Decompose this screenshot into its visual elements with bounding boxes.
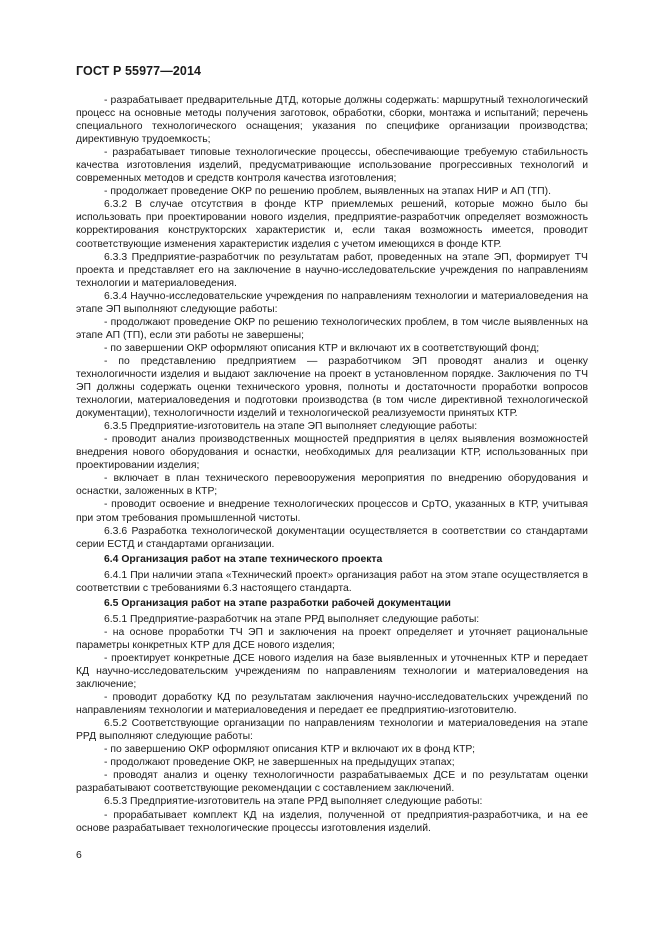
section-heading: 6.5 Организация работ на этапе разработки рабочей документации [104,597,451,609]
paragraph: - проводят анализ и оценку технологичности разрабатываемых ДСЕ и по результатам оценки разрабатывают соответствующие рекомендации с составлением заключений. [76,770,588,795]
paragraph: 6.5.2 Соответствующие организации по направлениям технологии и материаловедения на этапе РРД выполняют следующие работы: [76,718,588,743]
paragraph: - проектирует конкретные ДСЕ нового изделия на базе выявленных и уточненных КТР и передает КД научно-исследовательским учреждениям по направлениям технологии и материаловедения на заключение; [76,652,588,691]
paragraph: - включает в план технического перевооружения мероприятия по внедрению оборудования и оснастки, заложенных в КТР; [76,473,588,498]
paragraph: - разрабатывает типовые технологические процессы, обеспечивающие требуемую стабильность качества изготовления изделий, предусматривающие использование прогрессивных технологий и современных методов и средств контроля качества изготовления; [76,147,588,185]
paragraph: - продолжают проведение ОКР по решению технологических проблем, в том числе выявленных на этапе АП (ТП), если эти работы не завершены; [76,316,588,341]
paragraph: - проводит освоение и внедрение технологических процессов и СрТО, указанных в КТР, учитывая при этом требования промышленной чистоты. [76,499,588,524]
paragraph: - продолжает проведение ОКР по решению проблем, выявленных на этапах НИР и АП (ТП). [104,186,551,198]
paragraph: 6.3.3 Предприятие-разработчик по результатам работ, проведенных на этапе ЭП, формирует ТЧ проекта и представляет его на заключение в научно-исследовательские учреждения по направлениям технологии и материаловедения. [76,251,588,289]
paragraph: 6.3.4 Научно-исследовательские учреждения по направлениям технологии и материаловедения на этапе ЭП выполняют следующие работы: [76,290,588,315]
section-heading: 6.4 Организация работ на этапе технического проекта [104,553,383,565]
page-number: 6 [76,850,82,861]
paragraph: - проводит анализ производственных мощностей предприятия в целях выявления возможностей внедрения нового оборудования и оснастки, необходимых для реализации КТР, использованных при проектировании изделия; [76,434,588,472]
paragraph: - по завершению ОКР оформляют описания КТР и включают их в фонд КТР; [104,744,476,756]
paragraph: - по завершении ОКР оформляют описания КТР и включают их в соответствующий фонд; [104,342,540,354]
standard-header: ГОСТ Р 55977—2014 [76,64,202,78]
paragraph: - на основе проработки ТЧ ЭП и заключения на проект определяет и уточняет рациональные параметры конкретных КТР для ДСЕ нового изделия; [76,626,588,651]
paragraph: 6.5.3 Предприятие-изготовитель на этапе РРД выполняет следующие работы: [104,796,483,808]
paragraph: 6.3.2 В случае отсутствия в фонде КТР приемлемых решений, которые можно было бы использовать при проектировании нового изделия, предприятие-разработчик определяет возможность корректирования конструкторских характеристик и, если такая возможность имеется, проводит соответствующие изменения характеристик изделия с учетом имеющихся в фонде КТР. [76,199,588,250]
document-body [76,94,588,835]
paragraph: 6.3.6 Разработка технологической документации осуществляется в соответствии со стандартами серии ЕСТД и стандартами организации. [76,525,588,550]
paragraph: 6.5.1 Предприятие-разработчик на этапе РРД выполняет следующие работы: [104,613,480,625]
paragraph: - проводит доработку КД по результатам заключения научно-исследовательских учреждений по направлениям технологии и материаловедения и передает ее предприятию-изготовителю. [76,692,588,717]
paragraph: - разрабатывает предварительные ДТД, которые должны содержать: маршрутный технологический процесс на основные методы получения заготовок, обработки, сборки, монтажа и испытаний; перечень специального технологического оснащения; указания по специфике организации производства; директивную трудоемкость; [76,95,588,146]
paragraph: - прорабатывает комплект КД на изделия, полученной от предприятия-разработчика, и на ее основе разрабатывает технологические процессы изготовления изделий. [76,809,588,834]
paragraph: - по представлению предприятием — разработчиком ЭП проводят анализ и оценку технологичности изделия и выдают заключение на проект в установленном порядке. Заключения по ТЧ ЭП должны содержать оценки технического уровня, полноты и достаточности проработки вопросов технологии, материаловедения и подготовки производства (в том числе директивной технологической документации), технологичности изделий и технологической реализуемости принятых КТР. [76,355,588,420]
paragraph: 6.4.1 При наличии этапа «Технический проект» организация работ на этом этапе осуществляется в соответствии с требованиями 6.3 настоящего стандарта. [76,569,588,594]
paragraph: - продолжают проведение ОКР, не завершенных на предыдущих этапах; [104,757,455,769]
paragraph: 6.3.5 Предприятие-изготовитель на этапе ЭП выполняет следующие работы: [104,421,478,433]
